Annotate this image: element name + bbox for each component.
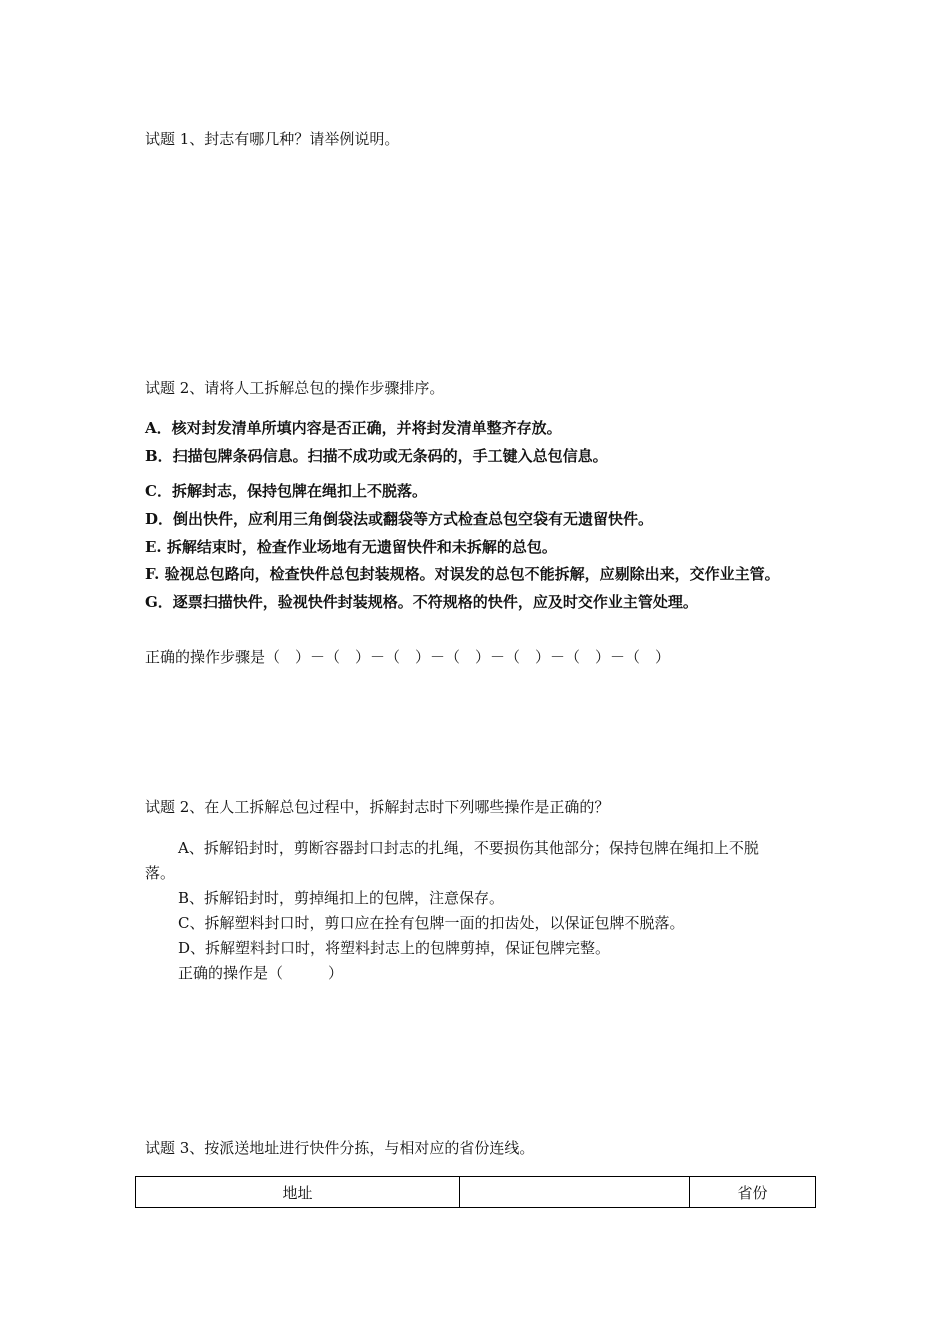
choice-option-a-line1: A、拆解铅封时，剪断容器封口封志的扎绳，不要损伤其他部分；保持包牌在绳扣上不脱 xyxy=(178,839,759,857)
ordering-answer-line: 正确的操作步骤是（ ）－（ ）－（ ）－（ ）－（ ）－（ ）－（ ） xyxy=(145,648,671,666)
sorting-table xyxy=(135,1176,816,1208)
choice-option-d: D、拆解塑料封口时，将塑料封志上的包牌剪掉，保证包牌完整。 xyxy=(178,939,611,957)
option-e: E. 拆解结束时，检查作业场地有无遗留快件和未拆解的总包。 xyxy=(145,538,557,556)
header-province: 省份 xyxy=(690,1177,816,1208)
option-f: F. 验视总包路向，检查快件总包封装规格。对误发的总包不能拆解，应剔除出来，交作业主管。 xyxy=(145,565,780,583)
option-c: C．拆解封志，保持包牌在绳扣上不脱落。 xyxy=(145,482,427,500)
option-b: B．扫描包牌条码信息。扫描不成功或无条码的，手工键入总包信息。 xyxy=(145,447,608,465)
question-2-choice-title: 试题 2、在人工拆解总包过程中，拆解封志时下列哪些操作是正确的？ xyxy=(145,798,610,816)
option-d: D．倒出快件，应利用三角倒袋法或翻袋等方式检查总包空袋有无遗留快件。 xyxy=(145,510,654,528)
table-header-row xyxy=(136,1177,816,1208)
question-2-ordering-title: 试题 2、请将人工拆解总包的操作步骤排序。 xyxy=(145,379,445,397)
option-a: A．核对封发清单所填内容是否正确，并将封发清单整齐存放。 xyxy=(145,419,562,437)
choice-option-c: C、拆解塑料封口时，剪口应在拴有包牌一面的扣齿处，以保证包牌不脱落。 xyxy=(178,914,685,932)
choice-option-b: B、拆解铅封时，剪掉绳扣上的包牌，注意保存。 xyxy=(178,889,505,907)
question-1-title: 试题 1、封志有哪几种？请举例说明。 xyxy=(145,130,400,148)
question-3-title: 试题 3、按派送地址进行快件分拣，与相对应的省份连线。 xyxy=(145,1139,535,1157)
choice-answer-line: 正确的操作是（ ） xyxy=(178,964,344,982)
choice-option-a-line2: 落。 xyxy=(145,864,176,882)
header-blank xyxy=(460,1177,690,1208)
option-g: G．逐票扫描快件，验视快件封装规格。不符规格的快件，应及时交作业主管处理。 xyxy=(145,593,698,611)
header-address: 地址 xyxy=(136,1177,460,1208)
